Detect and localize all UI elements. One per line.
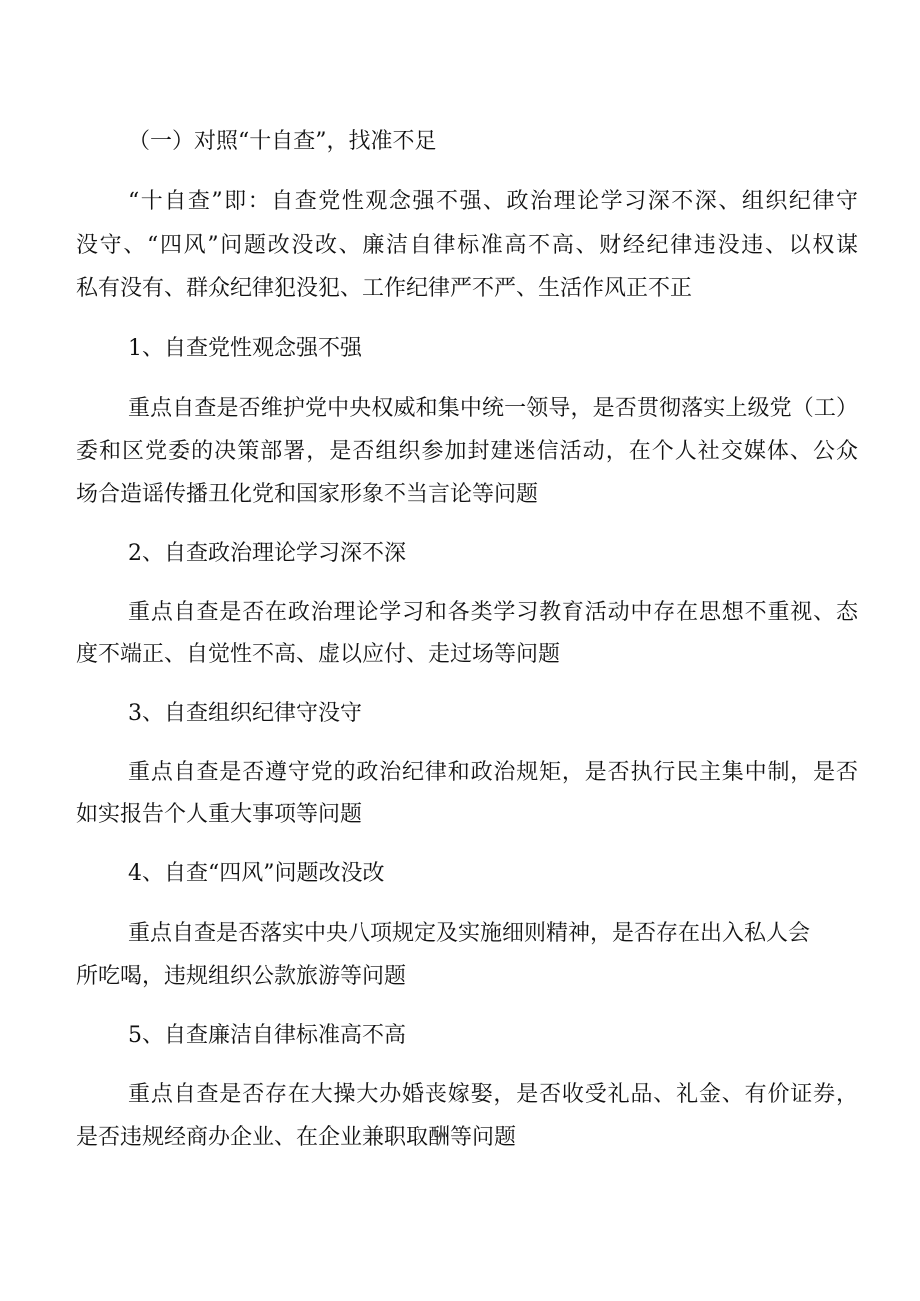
intro-line: 私有没有、群众纪律犯没犯、工作纪律严不严、生活作风正不正 — [76, 276, 693, 301]
item-body-line: 委和区党委的决策部署，是否组织参加封建迷信活动，在个人社交媒体、公众 — [76, 439, 858, 464]
item-body-line: 重点自查是否维护党中央权威和集中统一领导，是否贯彻落实上级党（工） — [128, 396, 858, 421]
item-title: 4、自查“四风”问题改没改 — [128, 861, 385, 886]
item-title: 1、自查党性观念强不强 — [128, 336, 362, 361]
item-body-line: 所吃喝，违规组织公款旅游等问题 — [76, 964, 407, 989]
intro-line: “十自查”即：自查党性观念强不强、政治理论学习深不深、组织纪律守 — [128, 189, 858, 214]
item-body-line: 如实报告个人重大事项等问题 — [76, 802, 363, 827]
item-body-line: 是否违规经商办企业、在企业兼职取酬等问题 — [76, 1125, 517, 1150]
intro-line: 没守、“四风”问题改没改、廉洁自律标准高不高、财经纪律违没违、以权谋 — [76, 233, 858, 258]
item-body-line: 度不端正、自觉性不高、虚以应付、走过场等问题 — [76, 642, 561, 667]
item-body-line: 重点自查是否落实中央八项规定及实施细则精神，是否存在出入私人会 — [128, 921, 811, 946]
item-body-line: 场合造谣传播丑化党和国家形象不当言论等问题 — [76, 482, 539, 507]
item-title: 3、自查组织纪律守没守 — [128, 701, 362, 726]
section-heading: （一）对照“十自查”，找准不足 — [128, 129, 437, 154]
item-body-line: 重点自查是否存在大操大办婚丧嫁娶，是否收受礼品、礼金、有价证券， — [128, 1082, 858, 1107]
item-body-line: 重点自查是否遵守党的政治纪律和政治规矩，是否执行民主集中制，是否 — [128, 760, 858, 785]
item-title: 2、自查政治理论学习深不深 — [128, 541, 406, 566]
item-body-line: 重点自查是否在政治理论学习和各类学习教育活动中存在思想不重视、态 — [128, 600, 858, 625]
item-title: 5、自查廉洁自律标准高不高 — [128, 1023, 406, 1048]
